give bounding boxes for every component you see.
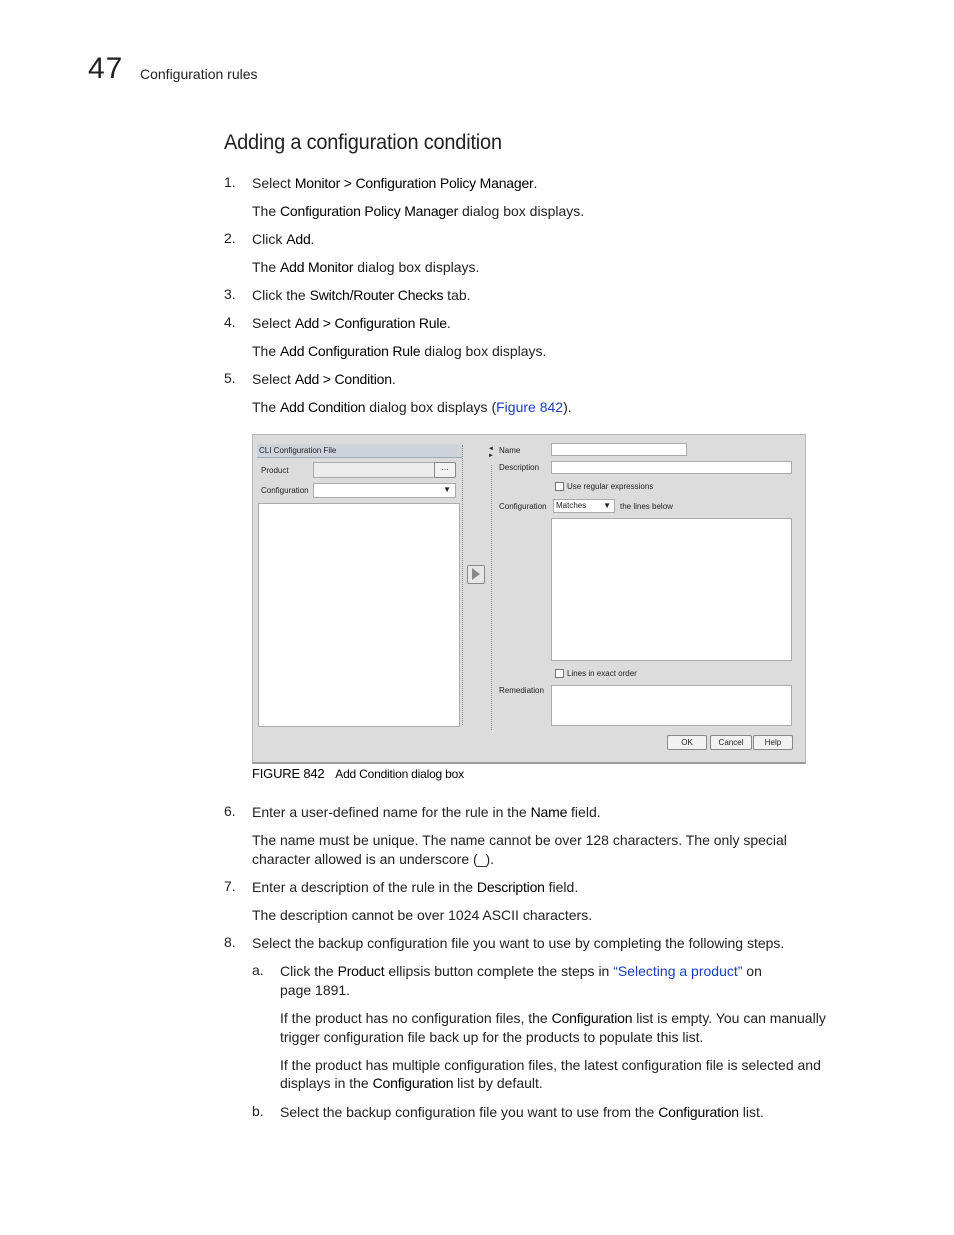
step-4: Select Add > Configuration Rule. (252, 315, 451, 331)
arrow-right-icon (471, 568, 481, 580)
chevron-down-icon: ▼ (443, 485, 451, 494)
product-field[interactable] (313, 462, 435, 478)
description-label: Description (499, 463, 540, 472)
section-title: Adding a configuration condition (224, 131, 502, 154)
name-label: Name (499, 446, 521, 455)
add-condition-dialog (252, 434, 806, 764)
substep-a-note-2-line2: displays in the Configuration list by default. (280, 1075, 543, 1091)
substep-letter: a. (252, 962, 264, 978)
step-7: Enter a description of the rule in the Description field. (252, 879, 579, 895)
matches-select[interactable] (553, 499, 615, 513)
use-regex-label: Use regular expressions (567, 482, 654, 491)
substep-a-note-1: If the product has no configuration files, the Configuration list is empty. You can manually (280, 1010, 826, 1026)
configuration-label: Configuration (261, 486, 309, 495)
help-button[interactable]: Help (753, 735, 793, 750)
use-regex-checkbox[interactable] (555, 482, 564, 491)
step-5-result: The Add Condition dialog box displays (Figure 842). (252, 399, 572, 415)
step-6-note-1: The name must be unique. The name cannot be over 128 characters. The only special (252, 832, 787, 848)
exact-order-label: Lines in exact order (567, 669, 637, 678)
lines-textarea[interactable] (551, 518, 792, 661)
substep-a-note-1-line2: trigger configuration file back up for the products to populate this list. (280, 1029, 704, 1045)
substep-a: Click the Product ellipsis button complete the steps in “Selecting a product” on (280, 963, 762, 979)
step-number: 6. (224, 803, 236, 819)
step-1-result: The Configuration Policy Manager dialog box displays. (252, 203, 585, 219)
step-2-result: The Add Monitor dialog box displays. (252, 259, 480, 275)
step-7-note: The description cannot be over 1024 ASCII characters. (252, 907, 593, 923)
substep-a-note-2: If the product has multiple configuration files, the latest configuration file is selected and (280, 1057, 821, 1073)
selecting-product-link[interactable]: “Selecting a product” (613, 963, 743, 979)
chapter-title: Configuration rules (140, 66, 258, 82)
remediation-label: Remediation (499, 686, 544, 695)
collapse-arrows-icon[interactable]: ◄ ► (488, 446, 494, 459)
step-6: Enter a user-defined name for the rule in the Name field. (252, 804, 601, 820)
step-1: Select Monitor > Configuration Policy Manager. (252, 175, 538, 191)
configuration-select[interactable] (313, 483, 456, 498)
step-3: Click the Switch/Router Checks tab. (252, 287, 471, 303)
figure-caption: FIGURE 842 Add Condition dialog box (252, 766, 464, 781)
step-number: 1. (224, 174, 236, 190)
lines-below-label: the lines below (620, 502, 673, 511)
chevron-down-icon: ▼ (603, 501, 611, 510)
chapter-number: 47 (88, 52, 124, 85)
ok-button[interactable]: OK (667, 735, 707, 750)
remediation-textarea[interactable] (551, 685, 792, 726)
step-number: 2. (224, 230, 236, 246)
step-8: Select the backup configuration file you want to use by completing the following steps. (252, 935, 785, 951)
step-number: 5. (224, 370, 236, 386)
exact-order-checkbox[interactable] (555, 669, 564, 678)
substep-letter: b. (252, 1103, 264, 1119)
step-number: 4. (224, 314, 236, 330)
splitter[interactable] (462, 445, 463, 725)
step-5: Select Add > Condition. (252, 371, 396, 387)
step-number: 7. (224, 878, 236, 894)
move-right-button[interactable] (467, 565, 485, 584)
step-number: 8. (224, 934, 236, 950)
matches-value: Matches (556, 501, 587, 510)
name-input[interactable] (551, 443, 687, 456)
cancel-button[interactable]: Cancel (710, 735, 752, 750)
right-splitter[interactable] (491, 465, 492, 730)
figure-link[interactable]: Figure 842 (496, 399, 564, 415)
description-input[interactable] (551, 461, 792, 474)
substep-b: Select the backup configuration file you want to use from the Configuration list. (280, 1104, 764, 1120)
step-number: 3. (224, 286, 236, 302)
step-4-result: The Add Configuration Rule dialog box displays. (252, 343, 547, 359)
substep-a-line2: page 1891. (280, 982, 351, 998)
step-6-note-2: character allowed is an underscore (_). (252, 851, 495, 867)
product-label: Product (261, 466, 289, 475)
product-ellipsis-button[interactable]: ... (434, 462, 456, 478)
configuration-list[interactable] (258, 503, 460, 727)
config-match-label: Configuration (499, 502, 547, 511)
step-2: Click Add. (252, 231, 315, 247)
panel-title: CLI Configuration File (259, 446, 337, 455)
